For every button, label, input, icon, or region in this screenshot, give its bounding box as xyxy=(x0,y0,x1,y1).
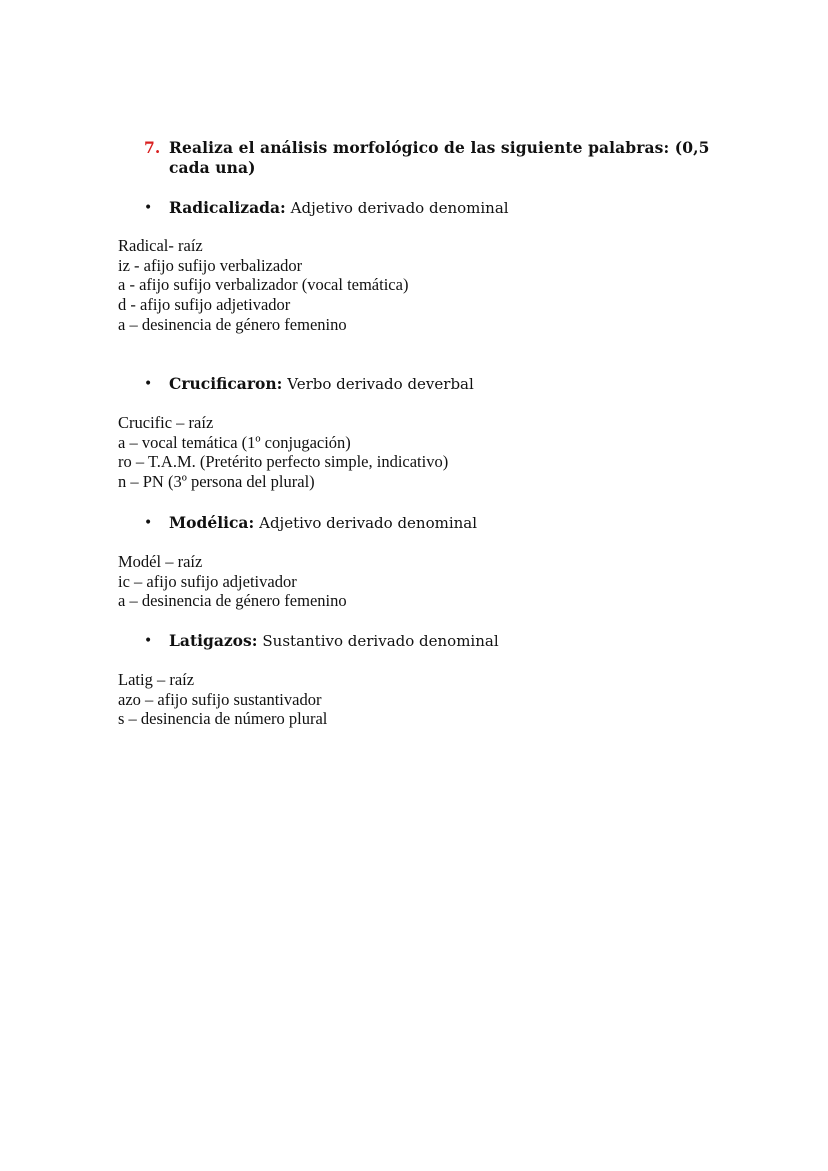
analysis-list-crucificaron xyxy=(118,413,448,492)
analysis-list-radicalizada xyxy=(118,236,408,335)
word-classification: Adjetivo derivado denominal xyxy=(259,514,478,532)
analysis-line: n – PN (3º persona del plural) xyxy=(118,472,315,492)
analysis-line: Latig – raíz xyxy=(118,670,195,689)
analysis-list-latigazos xyxy=(118,670,327,729)
word-term: Modélica: xyxy=(169,513,255,532)
analysis-line: ro – T.A.M. (Pretérito perfecto simple, indicativo) xyxy=(118,452,449,472)
section-heading-latigazos xyxy=(144,631,499,651)
word-classification: Sustantivo derivado denominal xyxy=(262,632,499,650)
bullet-icon: • xyxy=(144,200,153,216)
analysis-line: a – desinencia de género femenino xyxy=(118,314,347,334)
section-heading-radicalizada xyxy=(144,198,509,218)
analysis-line: Radical- raíz xyxy=(118,236,203,255)
analysis-list-modelica xyxy=(118,552,347,611)
analysis-line: ic – afijo sufijo adjetivador xyxy=(118,571,297,591)
analysis-line: iz - afijo sufijo verbalizador xyxy=(118,255,303,275)
analysis-line: Modél – raíz xyxy=(118,552,203,571)
section-heading-modelica xyxy=(144,513,477,533)
bullet-icon: • xyxy=(144,633,153,649)
word-classification: Verbo derivado deverbal xyxy=(287,375,474,393)
word-classification: Adjetivo derivado denominal xyxy=(290,199,509,217)
bullet-icon: • xyxy=(144,515,153,531)
analysis-line: azo – afijo sufijo sustantivador xyxy=(118,689,322,709)
section-heading-crucificaron xyxy=(144,374,474,394)
question-heading xyxy=(144,138,744,178)
analysis-line: a – vocal temática (1º conjugación) xyxy=(118,432,351,452)
bullet-icon: • xyxy=(144,376,153,392)
word-term: Radicalizada: xyxy=(169,198,286,217)
word-term: Latigazos: xyxy=(169,631,258,650)
analysis-line: s – desinencia de número plural xyxy=(118,709,328,729)
analysis-line: Crucific – raíz xyxy=(118,413,214,432)
analysis-line: a - afijo sufijo verbalizador (vocal temática) xyxy=(118,275,409,295)
question-text: Realiza el análisis morfológico de las siguiente palabras: (0,5 cada una) xyxy=(169,138,710,177)
analysis-line: d - afijo sufijo adjetivador xyxy=(118,295,291,315)
word-term: Crucificaron: xyxy=(169,374,283,393)
question-number: 7. xyxy=(144,138,161,157)
analysis-line: a – desinencia de género femenino xyxy=(118,591,347,611)
